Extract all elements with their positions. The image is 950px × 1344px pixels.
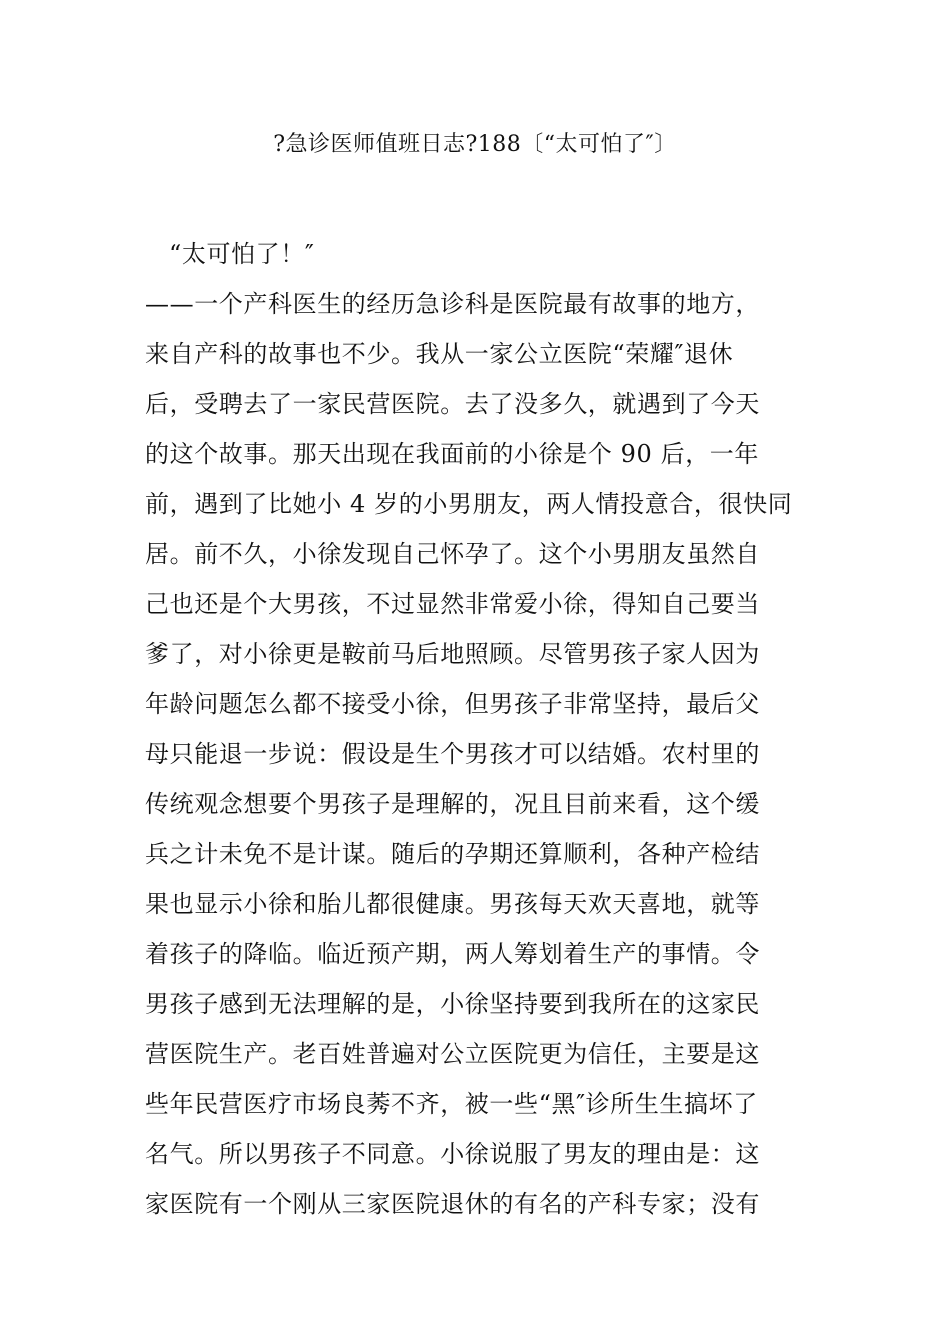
body-line-17: 营医院生产。老百姓普遍对公立医院更为信任，主要是这 [145, 1040, 760, 1068]
body-line-2: ——一个产科医生的经历急诊科是医院最有故事的地方， [145, 290, 760, 318]
body-line-6: 前，遇到了比她小 4 岁的小男朋友，两人情投意合，很快同 [145, 490, 793, 518]
body-line-7: 居。前不久，小徐发现自己怀孕了。这个小男朋友虽然自 [145, 540, 760, 568]
body-line-1: “太可怕了！″ [169, 240, 315, 268]
document-title: ?急诊医师值班日志?188〔“太可怕了″〕 [273, 132, 677, 157]
body-line-15: 着孩子的降临。临近预产期，两人筹划着生产的事情。令 [145, 940, 760, 968]
body-line-20: 家医院有一个刚从三家医院退休的有名的产科专家；没有 [145, 1190, 760, 1218]
body-line-19: 名气。所以男孩子不同意。小徐说服了男友的理由是：这 [145, 1140, 760, 1168]
body-line-10: 年龄问题怎么都不接受小徐，但男孩子非常坚持，最后父 [145, 690, 760, 718]
body-line-8: 己也还是个大男孩，不过显然非常爱小徐，得知自己要当 [145, 590, 760, 618]
body-line-3: 来自产科的故事也不少。我从一家公立医院“荣耀″退休 [145, 340, 734, 368]
body-line-4: 后，受聘去了一家民营医院。去了没多久，就遇到了今天 [145, 390, 760, 418]
body-line-12: 传统观念想要个男孩子是理解的，况且目前来看，这个缓 [145, 790, 760, 818]
body-line-14: 果也显示小徐和胎儿都很健康。男孩每天欢天喜地，就等 [145, 890, 760, 918]
document-body [145, 229, 825, 1229]
body-line-11: 母只能退一步说：假设是生个男孩才可以结婚。农村里的 [145, 740, 760, 768]
body-line-18: 些年民营医疗市场良莠不齐，被一些“黑″诊所生生搞坏了 [145, 1090, 758, 1118]
body-line-13: 兵之计未免不是计谋。随后的孕期还算顺利，各种产检结 [145, 840, 760, 868]
body-line-5: 的这个故事。那天出现在我面前的小徐是个 90 后，一年 [145, 440, 759, 468]
body-line-9: 爹了，对小徐更是鞍前马后地照顾。尽管男孩子家人因为 [145, 640, 760, 668]
body-line-16: 男孩子感到无法理解的是，小徐坚持要到我所在的这家民 [145, 990, 760, 1018]
